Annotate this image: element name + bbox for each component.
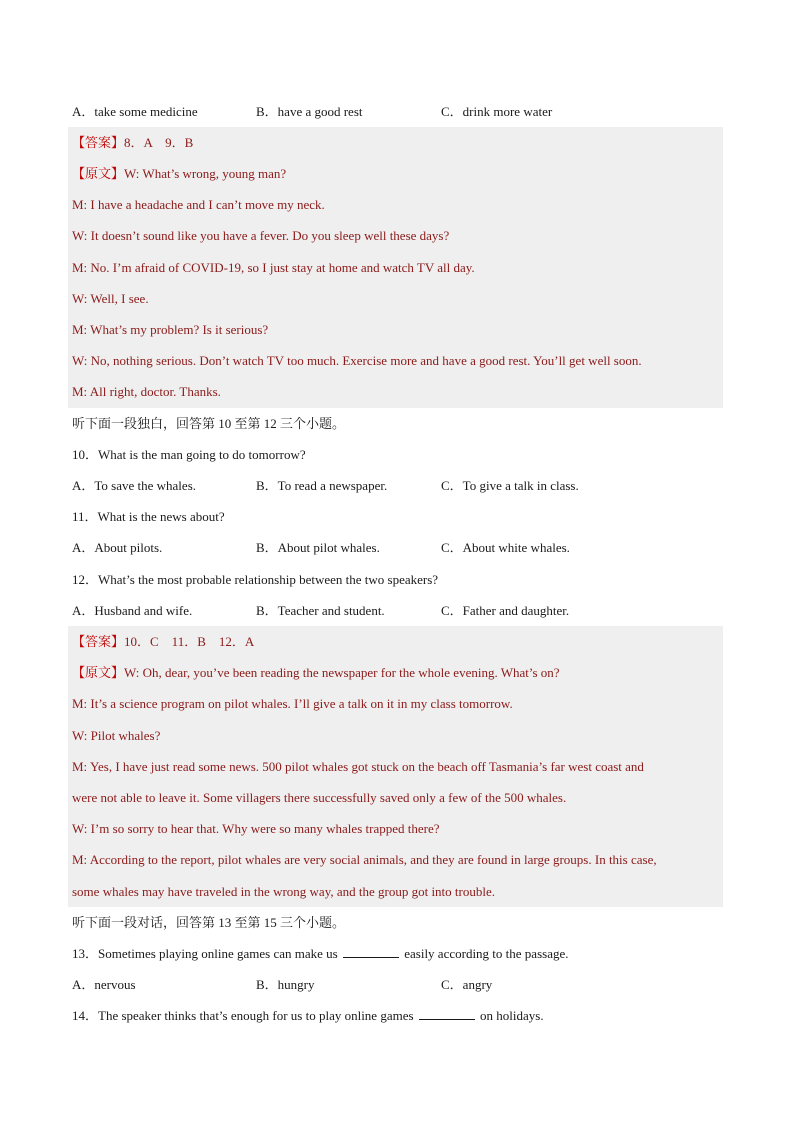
section-intro: 听下面一段对话，回答第 13 至第 15 三个小题。: [72, 915, 346, 930]
q10-option-b: B．To read a newspaper.: [256, 478, 388, 493]
transcript-line: were not able to leave it. Some villagers there successfully saved only a few of the 500 whales.: [72, 790, 567, 805]
q9-option-a: A．take some medicine: [72, 104, 198, 119]
transcript-line: M: Yes, I have just read some news. 500 pilot whales got stuck on the beach off Tasmania’s far west coast and: [72, 759, 644, 774]
transcript-tag: 【原文】: [72, 166, 125, 181]
q12-option-a: A．Husband and wife.: [72, 603, 193, 618]
q11-options: [72, 532, 722, 563]
q13-option-c: C．angry: [441, 977, 493, 992]
q12-option-b: B．Teacher and student.: [256, 603, 385, 618]
q12-option-c: C．Father and daughter.: [441, 603, 570, 618]
question-14: 14．The speaker thinks that’s enough for us to play online games on holidays.: [72, 1000, 722, 1031]
answer-blank: [419, 1005, 475, 1020]
transcript-line: M: According to the report, pilot whales are very social animals, and they are found in large groups. In this case,: [72, 852, 657, 867]
transcript-line: W: No, nothing serious. Don’t watch TV too much. Exercise more and have a good rest. You’ll get well soon.: [72, 353, 642, 368]
question-12: 12．What’s the most probable relationship between the two speakers?: [72, 572, 439, 587]
answer-text: 8．A 9．B: [124, 135, 194, 150]
transcript-line: M: I have a headache and I can’t move my neck.: [72, 197, 325, 212]
q13-option-a: A．nervous: [72, 977, 136, 992]
q13-option-b: B．hungry: [256, 977, 315, 992]
q11-option-b: B．About pilot whales.: [256, 540, 380, 555]
transcript-line: M: All right, doctor. Thanks.: [72, 384, 221, 399]
transcript-line: W: It doesn’t sound like you have a fever. Do you sleep well these days?: [72, 228, 450, 243]
q10-option-c: C．To give a talk in class.: [441, 478, 579, 493]
transcript-line: W: Well, I see.: [72, 291, 149, 306]
transcript-line: W: Pilot whales?: [72, 728, 161, 743]
answer-blank: [343, 943, 399, 958]
answer-tag: 【答案】: [72, 135, 125, 150]
q9-option-b: B．have a good rest: [256, 104, 363, 119]
q10-options: [72, 470, 722, 501]
answer-line-2: [72, 626, 722, 657]
transcript-line: 【原文】W: What’s wrong, young man?: [72, 166, 287, 181]
transcript-tag: 【原文】: [72, 665, 125, 680]
answer-text: 10．C 11．B 12．A: [124, 634, 255, 649]
question-10: 10．What is the man going to do tomorrow?: [72, 447, 306, 462]
q10-option-a: A．To save the whales.: [72, 478, 197, 493]
transcript-line: M: What’s my problem? Is it serious?: [72, 322, 269, 337]
question-11: 11．What is the news about?: [72, 509, 225, 524]
q12-options: [72, 595, 722, 626]
section-intro: 听下面一段独白，回答第 10 至第 12 三个小题。: [72, 416, 346, 431]
q9-options: [72, 96, 722, 127]
transcript-line: M: No. I’m afraid of COVID-19, so I just stay at home and watch TV all day.: [72, 260, 475, 275]
q11-option-a: A．About pilots.: [72, 540, 163, 555]
transcript-line: W: I’m so sorry to hear that. Why were so many whales trapped there?: [72, 821, 440, 836]
q13-options: [72, 969, 722, 1000]
answer-tag: 【答案】: [72, 634, 125, 649]
transcript-line: M: It’s a science program on pilot whales. I’ll give a talk on it in my class tomorrow.: [72, 696, 513, 711]
q9-option-c: C．drink more water: [441, 104, 553, 119]
question-13: 13．Sometimes playing online games can make us easily according to the passage.: [72, 938, 722, 969]
transcript-line: 【原文】W: Oh, dear, you’ve been reading the newspaper for the whole evening. What’s on?: [72, 665, 560, 680]
q11-option-c: C．About white whales.: [441, 540, 570, 555]
answer-line-1: [72, 127, 722, 158]
transcript-line: some whales may have traveled in the wrong way, and the group got into trouble.: [72, 884, 495, 899]
